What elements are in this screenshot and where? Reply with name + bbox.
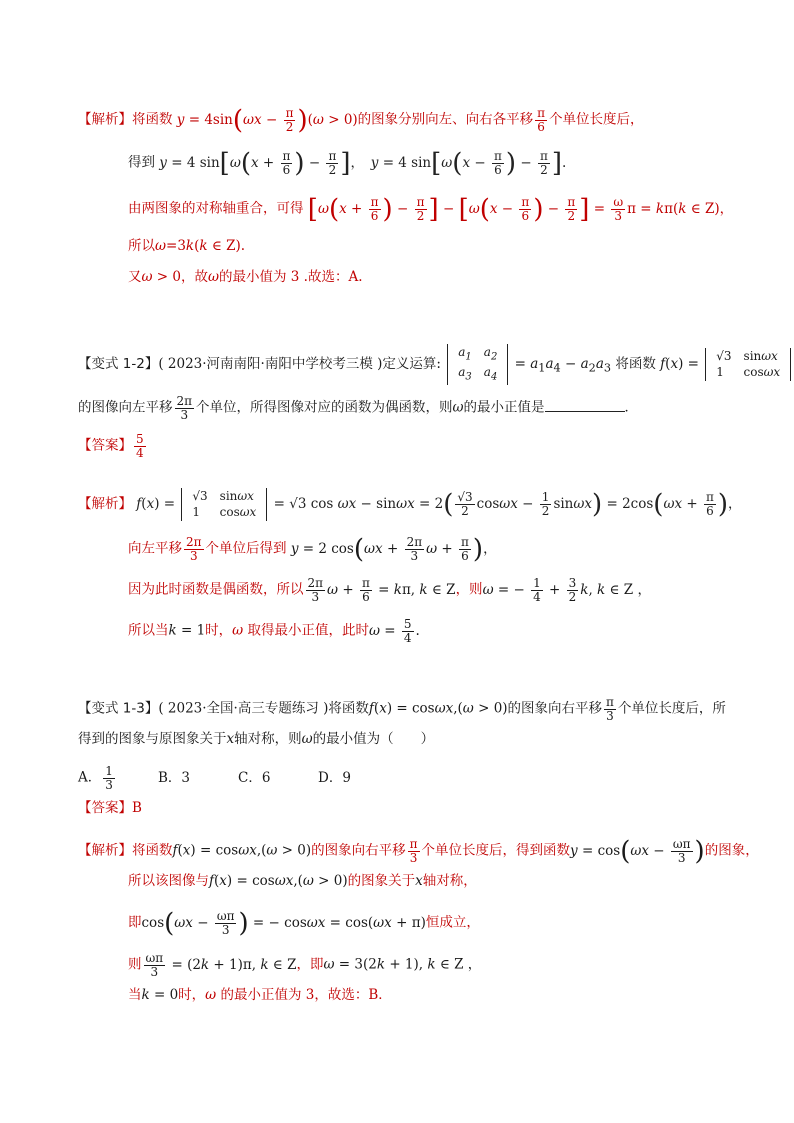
formula: y = 4sin(ωx − $\frac{\pi}{2}$ )(ω > 0)	[176, 105, 358, 136]
option-c[interactable]: C．6	[238, 769, 271, 786]
q2-sol2: 向左平移 $\frac{2\pi}{3}$ 个单位后得到 y = 2 cos(ωx + $\frac{2\pi}{3}$ ω + $\frac{\pi}{6}$ )，	[128, 534, 497, 565]
answer-tag: 【答案】	[78, 437, 132, 454]
q2-sol4: 所以当k = 1时，ω 取得最小正值，此时ω = $\frac{5}{4}$ .	[128, 617, 420, 645]
q3-line1: 【变式 1-3】( 2023·全国·高三专题练习 )将函数f(x) = cosωx,(ω > 0)的图象向右平移 $\frac{\pi}{3}$ 个单位长度后，所	[78, 695, 726, 723]
q2-sol1: 【解析】 f(x) = √3 sinωx 1 cosωx = √3 cos ωx − sinωx = 2( $\frac{√3}{2}$ cosωx − $\frac{1}{2}$ sinωx) = 2cos(ωx + $\frac{\pi}{6}$ )，	[78, 489, 742, 520]
q2-sol3: 因为此时函数是偶函数，所以 $\frac{2\pi}{3}$ ω + $\frac{\pi}{6}$ = kπ, k ∈ Z，则ω = − $\frac{1}{4}$ + $\frac{3}{2}$ k, k ∈ Z ，	[128, 576, 651, 604]
sol1-line2: 得到 y = 4 sin[ω(x + $\frac{\pi}{6}$ ) − $\frac{\pi}{2}$ ]， y = 4 sin[ω(x − $\frac{\pi}{6}$ ) − $\frac{\pi}{2}$ ].	[128, 148, 567, 179]
determinant: √3 sinωx 1 cosωx	[705, 348, 791, 381]
formula: f(x) =	[136, 495, 180, 512]
formula: y = 2 cos(ωx + $\frac{2\pi}{3}$ ω + $\frac{\pi}{6}$ )，	[290, 534, 497, 565]
q3-sol2: 所以该图像与f(x) = cosωx,(ω > 0)的图象关于x轴对称，	[128, 873, 477, 889]
source-note: ( 2023·全国·高三专题练习 )	[158, 700, 329, 717]
formula: ω=3k(k ∈ Z).	[155, 238, 246, 254]
analysis-tag: 【解析】	[78, 842, 132, 859]
option-b[interactable]: B．3	[158, 769, 191, 786]
sol1-line3: 由两图象的对称轴重合，可得 [ω(x + $\frac{\pi}{6}$ ) − $\frac{\pi}{2}$ ] − [ω(x − $\frac{\pi}{6}$ ) − $\frac{\pi}{2}$ ] = $\frac{\omega}{3}$ π = kπ(k ∈ Z)，	[128, 194, 734, 225]
variant-tag: 【变式 1-3】	[78, 700, 159, 717]
q3-line2: 得到的图象与原图象关于x轴对称，则ω的最小值为（ ）	[78, 731, 435, 747]
analysis-tag: 【解析】	[78, 495, 132, 512]
determinant: $a_1$ $a_2$ $a_3$ $a_4$	[447, 344, 508, 385]
q2-line1: 【变式 1-2】( 2023·河南南阳·南阳中学校考三模 )定义运算: $a_1$ $a_2$ $a_3$ $a_4$ = $a_1a_4 - a_2a_3$ 将函数 f(x) = √3 sinωx 1 cosωx	[78, 344, 793, 385]
answer-blank	[545, 399, 625, 412]
q3-sol1: 【解析】将函数f(x) = cosωx,(ω > 0)的图象向右平移 $\frac{\pi}{3}$ 个单位长度后，得到函数y = cos(ωx − $\frac{\omega\pi}{3}$ )的图象，	[78, 836, 759, 867]
q2-answer: 【答案】 $\frac{5}{4}$	[78, 432, 144, 460]
answer-value: B	[132, 800, 142, 816]
sol1-line1: 【解析】将函数 y = 4sin(ωx − $\frac{\pi}{2}$ )(ω > 0)的图象分别向左、向右各平移 $\frac{\pi}{6}$ 个单位长度后，	[78, 105, 644, 136]
q3-options	[78, 765, 398, 791]
q3-sol5: 当k = 0时，ω 的最小正值为 3，故选：B．	[128, 987, 392, 1003]
option-d[interactable]: D．9	[318, 769, 351, 786]
formula: y = 4 sin[ω(x + $\frac{\pi}{6}$ ) − $\frac{\pi}{2}$ ]， y = 4 sin[ω(x − $\frac{\pi}{6}$ ) − $\frac{\pi}{2}$ ].	[159, 148, 567, 179]
analysis-tag: 【解析】	[78, 111, 132, 128]
source-note: ( 2023·河南南阳·南阳中学校考三模 )	[158, 355, 383, 372]
formula: [ω(x + $\frac{\pi}{6}$ ) − $\frac{\pi}{2}$ ] − [ω(x − $\frac{\pi}{6}$ ) − $\frac{\pi}{2}$ ] = $\frac{\omega}{3}$ π = kπ(k ∈ Z)，	[307, 194, 734, 225]
q3-sol4: 则 $\frac{\omega\pi}{3}$ = (2k + 1)π, k ∈ Z，即ω = 3(2k + 1), k ∈ Z ，	[128, 951, 482, 979]
q3-answer	[78, 802, 142, 816]
q2-line2: 的图像向左平移 $\frac{2\pi}{3}$ 个单位，所得图像对应的函数为偶函数，则ω的最小正值是 ．	[78, 394, 639, 422]
option-a[interactable]: A． $\frac{1}{3}$	[78, 764, 113, 792]
variant-tag: 【变式 1-2】	[78, 355, 159, 372]
q3-sol3: 即cos(ωx − $\frac{\omega\pi}{3}$ ) = − cosωx = cos(ωx + π)恒成立，	[128, 908, 480, 939]
sol1-line5: 又ω > 0，故ω的最小值为 3 .故选：A.	[128, 269, 363, 285]
answer-tag: 【答案】	[78, 800, 132, 816]
sol1-line4: 所以ω=3k(k ∈ Z).	[128, 238, 246, 254]
